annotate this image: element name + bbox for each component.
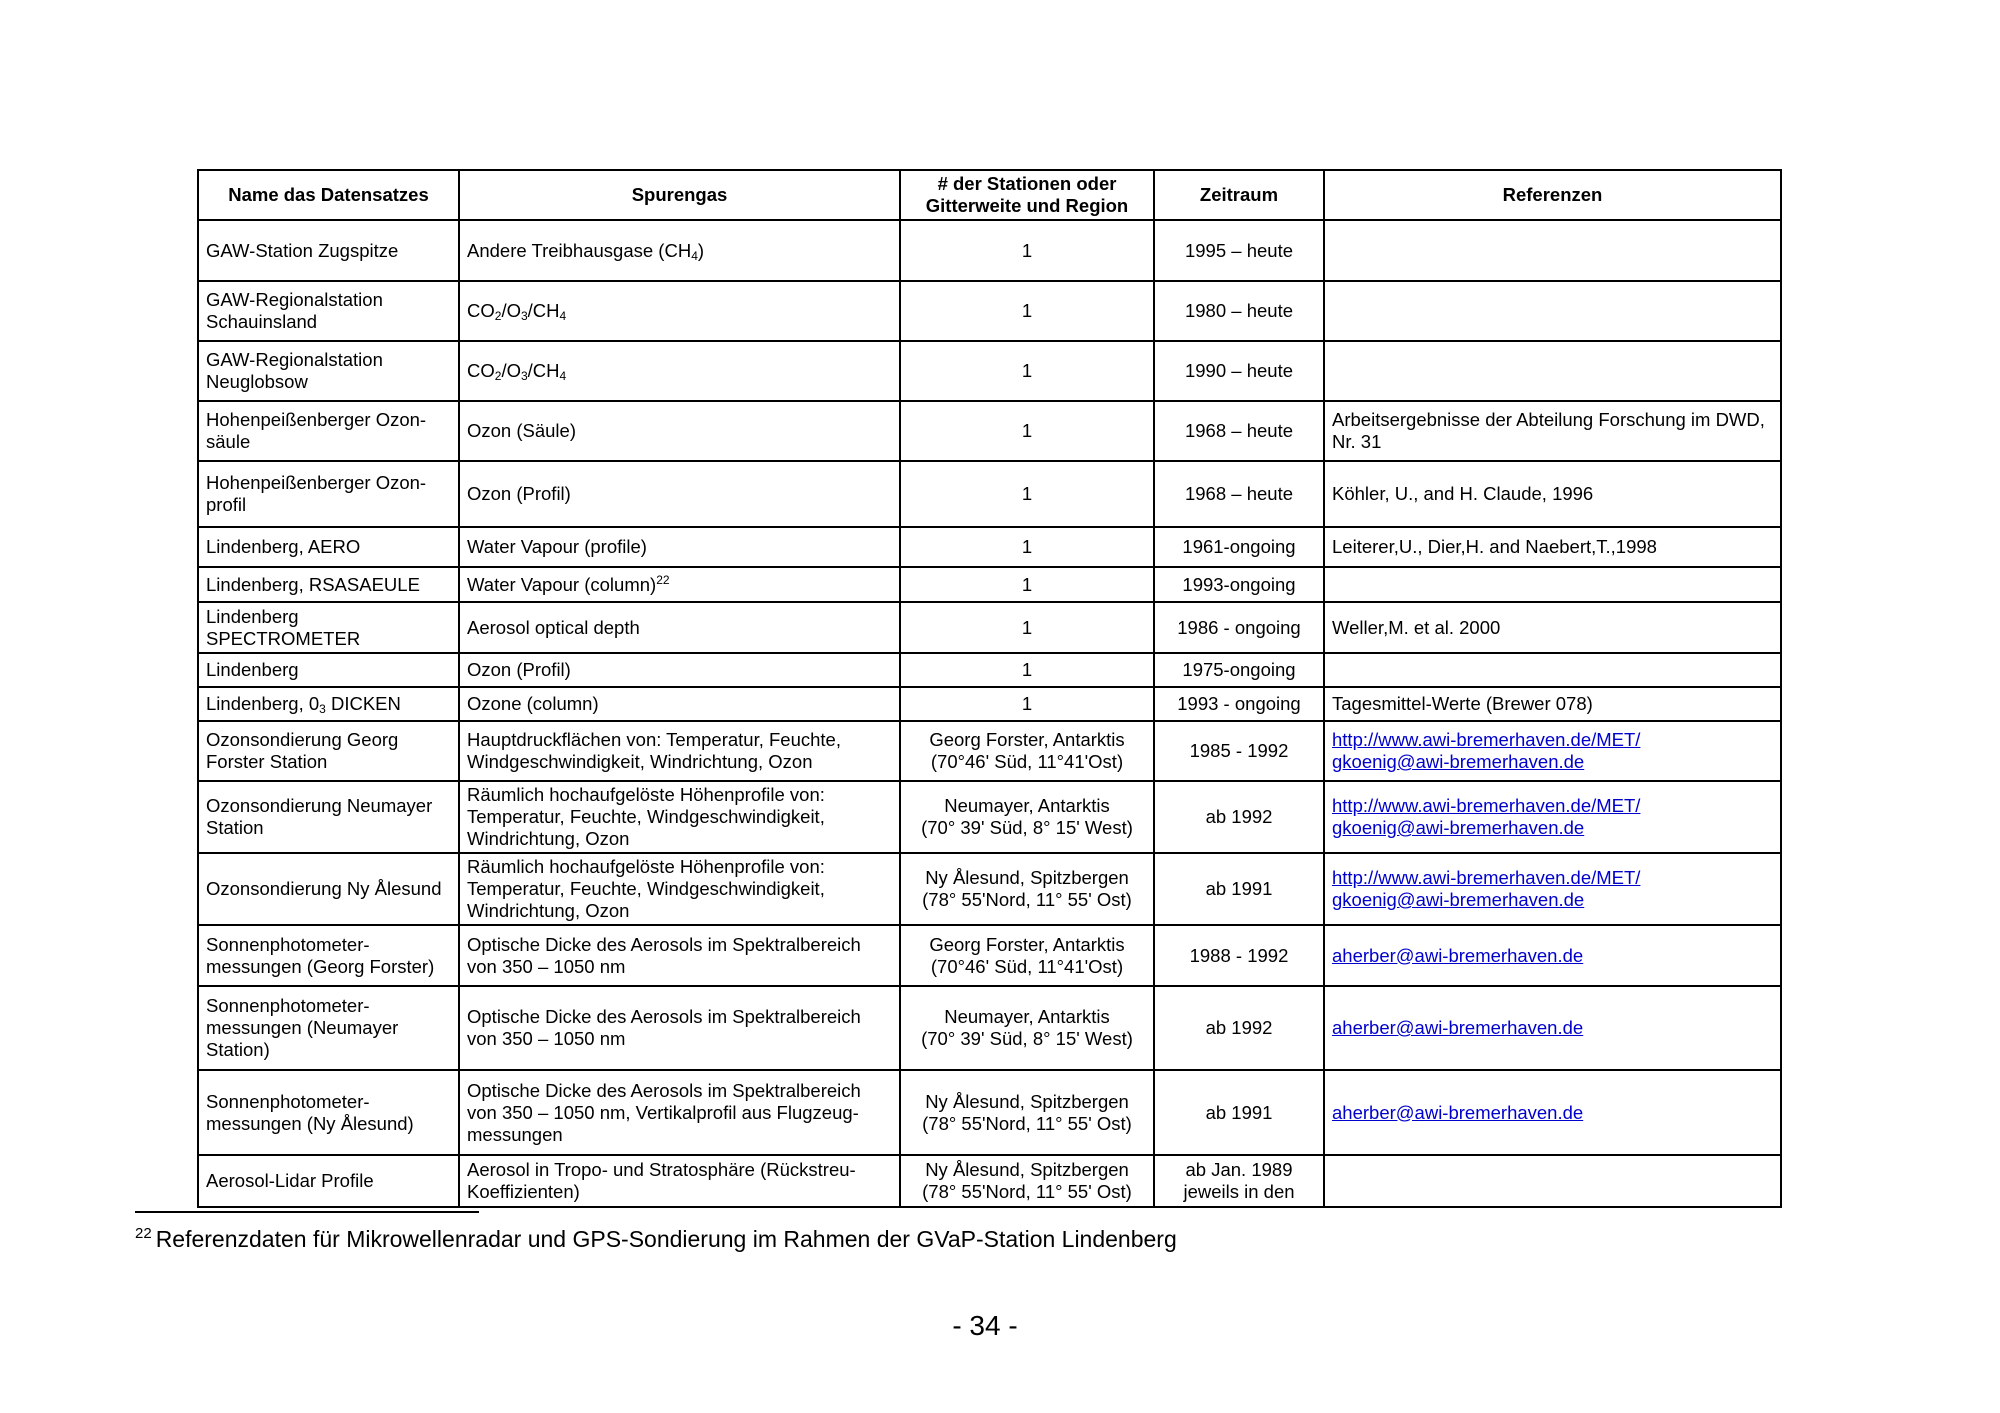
cell-name: Hohenpeißenberger Ozon-profil [198,461,459,527]
table-row [198,853,1781,925]
cell-stations: 1 [900,687,1154,721]
cell-gas [459,220,900,281]
reference-email-link[interactable]: aherber@awi-bremerhaven.de [1332,1101,1584,1123]
cell-gas: Räumlich hochaufgelöste Höhenprofile von: Temperatur, Feuchte, Windgeschwindigkeit, Windrichtung, Ozon [459,781,900,853]
cell-reference [1324,220,1781,281]
cell-period: 1975-ongoing [1154,653,1324,687]
cell-stations [900,781,1154,853]
cell-name: Sonnenphotometer-messungen (Georg Forster) [198,925,459,986]
cell-name: Sonnenphotometer-messungen (Neumayer Station) [198,986,459,1070]
stations-line1: Georg Forster, Antarktis [929,729,1125,750]
header-name: Name das Datensatzes [198,170,459,220]
name-subscript: 3 [319,702,326,716]
header-period: Zeitraum [1154,170,1324,220]
cell-name: Ozonsondierung Neumayer Station [198,781,459,853]
name-text: Lindenberg, 0 [206,693,320,714]
footnote-ref: 22 [656,572,670,587]
cell-period: 1988 - 1992 [1154,925,1324,986]
cell-gas [459,567,900,602]
table-row [198,401,1781,461]
stations-line1: Neumayer, Antarktis [944,1006,1110,1027]
cell-reference: Weller,M. et al. 2000 [1324,602,1781,653]
cell-reference [1324,925,1781,986]
cell-period: 1985 - 1992 [1154,721,1324,781]
reference-url-link[interactable]: http://www.awi-bremerhaven.de/MET/ [1332,867,1641,888]
stations-line1: Neumayer, Antarktis [944,795,1110,816]
period-line1: ab Jan. 1989 [1185,1159,1293,1180]
cell-stations: 1 [900,281,1154,341]
cell-period: 1980 – heute [1154,281,1324,341]
header-gas: Spurengas [459,170,900,220]
table-row [198,653,1781,687]
reference-email-link[interactable]: aherber@awi-bremerhaven.de [1332,1017,1584,1038]
cell-stations [900,1155,1154,1207]
header-references: Referenzen [1324,170,1781,220]
cell-stations: 1 [900,567,1154,602]
footnote-divider [135,1211,479,1213]
table-row [198,721,1781,781]
datasets-table [197,169,1782,1208]
reference-email-link[interactable]: gkoenig@awi-bremerhaven.de [1332,817,1585,838]
cell-period: ab 1992 [1154,986,1324,1070]
stations-line1: Ny Ålesund, Spitzbergen [925,867,1129,888]
cell-name: Ozonsondierung Ny Ålesund [198,853,459,925]
stations-line1: Ny Ålesund, Spitzbergen [925,1159,1129,1180]
cell-period: 1993 - ongoing [1154,687,1324,721]
cell-period: 1986 - ongoing [1154,602,1324,653]
gas-text: Andere Treibhausgase (CH [467,239,692,261]
table-row [198,986,1781,1070]
stations-line1: Ny Ålesund, Spitzbergen [925,1090,1129,1112]
cell-gas: Räumlich hochaufgelöste Höhenprofile von: Temperatur, Feuchte, Windgeschwindigkeit, Windrichtung, Ozon [459,853,900,925]
gas-text: Water Vapour (column) [467,573,657,595]
cell-stations [900,925,1154,986]
footnote [135,1225,1177,1253]
reference-email-link[interactable]: aherber@awi-bremerhaven.de [1332,944,1584,966]
cell-name: GAW-Regionalstation Neuglobsow [198,341,459,401]
cell-gas: Hauptdruckflächen von: Temperatur, Feuchte, Windgeschwindigkeit, Windrichtung, Ozon [459,721,900,781]
gas-text: /O [501,300,521,321]
cell-reference [1324,781,1781,853]
cell-reference: Tagesmittel-Werte (Brewer 078) [1324,687,1781,721]
cell-reference [1324,281,1781,341]
header-stations [900,170,1154,220]
gas-text: /CH [527,300,560,321]
cell-name: Aerosol-Lidar Profile [198,1155,459,1207]
stations-line1: Georg Forster, Antarktis [929,933,1125,955]
stations-line2: (70°46' Süd, 11°41'Ost) [930,955,1124,977]
reference-url-link[interactable]: http://www.awi-bremerhaven.de/MET/ [1332,729,1641,750]
reference-email-link[interactable]: gkoenig@awi-bremerhaven.de [1332,889,1585,910]
gas-subscript: 4 [559,369,567,383]
table-row [198,1070,1781,1155]
name-text-end: DICKEN [325,693,401,714]
cell-name: Sonnenphotometer-messungen (Ny Ålesund) [198,1070,459,1155]
stations-line2: (78° 55'Nord, 11° 55' Ost) [922,1181,1132,1202]
table-row [198,567,1781,602]
gas-subscript: 3 [520,369,528,383]
gas-subscript: 2 [494,369,502,383]
cell-period: 1968 – heute [1154,401,1324,461]
gas-text-end: ) [697,239,705,261]
cell-period: 1961-ongoing [1154,527,1324,567]
stations-line2: (70° 39' Süd, 8° 15' West) [921,817,1133,838]
cell-period [1154,1155,1324,1207]
cell-reference: Köhler, U., and H. Claude, 1996 [1324,461,1781,527]
cell-gas: Water Vapour (profile) [459,527,900,567]
table-row [198,461,1781,527]
cell-name: GAW-Regionalstation Schauinsland [198,281,459,341]
cell-gas: Ozon (Profil) [459,653,900,687]
cell-gas: Aerosol in Tropo- und Stratosphäre (Rückstreu-Koeffizienten) [459,1155,900,1207]
stations-line2: (70°46' Süd, 11°41'Ost) [930,751,1124,772]
cell-name: GAW-Station Zugspitze [198,220,459,281]
cell-gas [459,281,900,341]
cell-stations: 1 [900,401,1154,461]
cell-stations: 1 [900,220,1154,281]
header-stations-line2: Gitterweite und Region [925,195,1129,216]
period-line2: jeweils in den [1183,1181,1295,1202]
cell-period: ab 1992 [1154,781,1324,853]
gas-text: /O [501,360,521,381]
footnote-text: Referenzdaten für Mikrowellenradar und GPS-Sondierung im Rahmen der GVaP-Station Lindenberg [155,1226,1177,1252]
cell-name: Lindenberg, RSASAEULE [198,567,459,602]
cell-stations: 1 [900,461,1154,527]
cell-name: Lindenberg, AERO [198,527,459,567]
table-row [198,1155,1781,1207]
cell-period: ab 1991 [1154,1070,1324,1155]
cell-reference: Leiterer,U., Dier,H. and Naebert,T.,1998 [1324,527,1781,567]
stations-line2: (78° 55'Nord, 11° 55' Ost) [922,889,1132,910]
cell-stations [900,721,1154,781]
cell-gas: Ozon (Profil) [459,461,900,527]
gas-subscript: 4 [559,309,567,323]
cell-stations: 1 [900,527,1154,567]
page-number: - 34 - [952,1310,1018,1341]
cell-gas: Optische Dicke des Aerosols im Spektralbereich von 350 – 1050 nm [459,925,900,986]
cell-stations: 1 [900,602,1154,653]
cell-period: 1990 – heute [1154,341,1324,401]
cell-name [198,687,459,721]
cell-reference [1324,341,1781,401]
cell-name: Lindenberg [198,653,459,687]
cell-stations [900,986,1154,1070]
cell-reference [1324,853,1781,925]
gas-subscript: 3 [520,309,528,323]
cell-period: 1993-ongoing [1154,567,1324,602]
cell-reference [1324,986,1781,1070]
cell-reference [1324,567,1781,602]
cell-stations: 1 [900,341,1154,401]
cell-period: 1968 – heute [1154,461,1324,527]
cell-gas: Optische Dicke des Aerosols im Spektralbereich von 350 – 1050 nm [459,986,900,1070]
gas-text: CO [467,300,495,321]
reference-url-link[interactable]: http://www.awi-bremerhaven.de/MET/ [1332,795,1641,816]
cell-gas: Ozone (column) [459,687,900,721]
table-row [198,781,1781,853]
reference-email-link[interactable]: gkoenig@awi-bremerhaven.de [1332,751,1585,772]
cell-reference: Arbeitsergebnisse der Abteilung Forschung im DWD, Nr. 31 [1324,401,1781,461]
cell-gas: Aerosol optical depth [459,602,900,653]
table-row [198,281,1781,341]
footnote-mark: 22 [135,1225,152,1242]
cell-stations: 1 [900,653,1154,687]
table-row [198,527,1781,567]
cell-gas: Optische Dicke des Aerosols im Spektralbereich von 350 – 1050 nm, Vertikalprofil aus Flugzeug-messungen [459,1070,900,1155]
cell-name: Lindenberg SPECTROMETER [198,602,459,653]
table-row [198,687,1781,721]
cell-stations [900,1070,1154,1155]
table-row [198,925,1781,986]
cell-reference [1324,1070,1781,1155]
table-row [198,220,1781,281]
cell-reference [1324,1155,1781,1207]
table-header-row [198,170,1781,220]
gas-text: /CH [527,360,560,381]
cell-gas: Ozon (Säule) [459,401,900,461]
table-row [198,341,1781,401]
gas-subscript: 2 [494,309,502,323]
gas-text: CO [467,360,495,381]
cell-period: 1995 – heute [1154,220,1324,281]
cell-stations [900,853,1154,925]
cell-period: ab 1991 [1154,853,1324,925]
cell-name: Ozonsondierung Georg Forster Station [198,721,459,781]
cell-gas [459,341,900,401]
table-row [198,602,1781,653]
stations-line2: (78° 55'Nord, 11° 55' Ost) [922,1112,1132,1134]
stations-line2: (70° 39' Süd, 8° 15' West) [921,1028,1133,1049]
header-stations-line1: # der Stationen oder [937,173,1117,194]
gas-subscript: 4 [691,248,698,263]
cell-name: Hohenpeißenberger Ozon-säule [198,401,459,461]
cell-reference [1324,721,1781,781]
cell-reference [1324,653,1781,687]
